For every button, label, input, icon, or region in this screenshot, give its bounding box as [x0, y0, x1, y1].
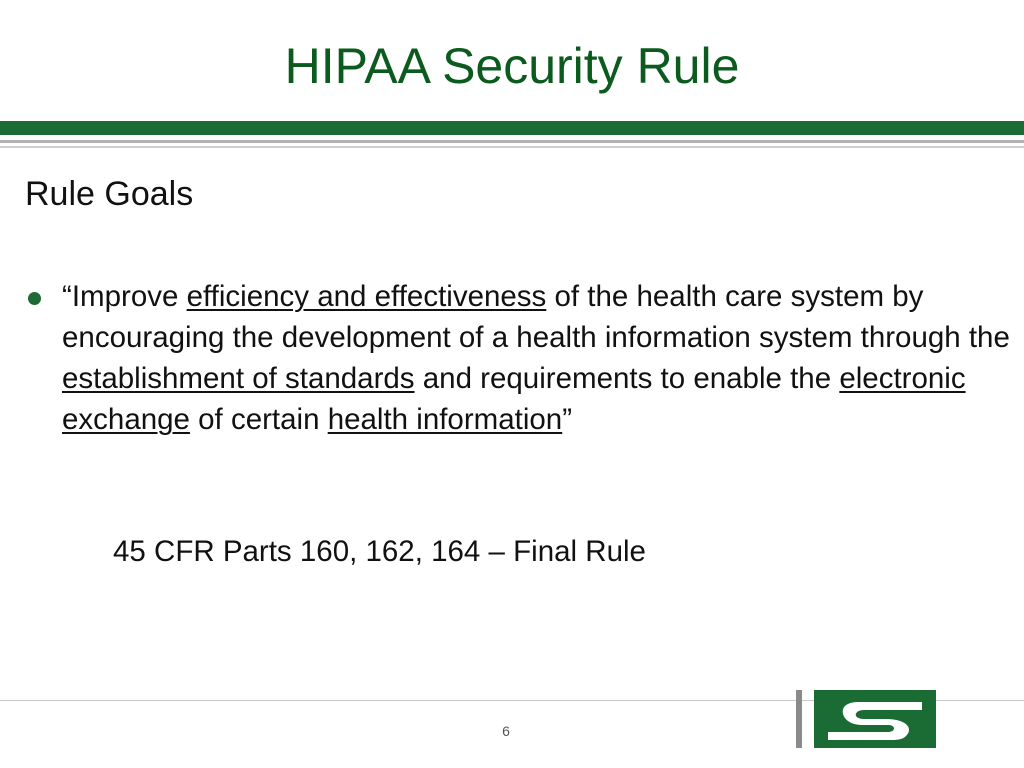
header-green-band — [0, 121, 1024, 135]
logo-separator-bar — [796, 690, 802, 748]
quote-text-2: and requirements to enable the — [414, 362, 840, 395]
header-divider-line-secondary — [0, 146, 1024, 148]
s-logo-icon — [814, 690, 936, 748]
header-divider-line — [0, 140, 1024, 143]
citation-text: 45 CFR Parts 160, 162, 164 – Final Rule — [113, 535, 646, 568]
underlined-electronic-exchange: electronic exchange — [62, 362, 966, 436]
slide-title: HIPAA Security Rule — [284, 38, 740, 94]
underlined-efficiency: efficiency and effectiveness — [186, 280, 547, 313]
quote-open-text: “Improve — [62, 280, 187, 313]
quote-text-1: of the health care system by encouraging the development of a health information system through the — [62, 280, 1010, 354]
bullet-quote-text — [62, 276, 1022, 440]
bullet-dot-icon — [28, 292, 41, 305]
quote-text-3: of certain — [189, 403, 328, 436]
underlined-health-information: health information — [327, 403, 563, 436]
quote-close-text: ” — [562, 403, 573, 436]
underlined-standards: establishment of standards — [62, 362, 415, 395]
section-subheading: Rule Goals — [25, 175, 194, 213]
page-number: 6 — [502, 723, 510, 739]
